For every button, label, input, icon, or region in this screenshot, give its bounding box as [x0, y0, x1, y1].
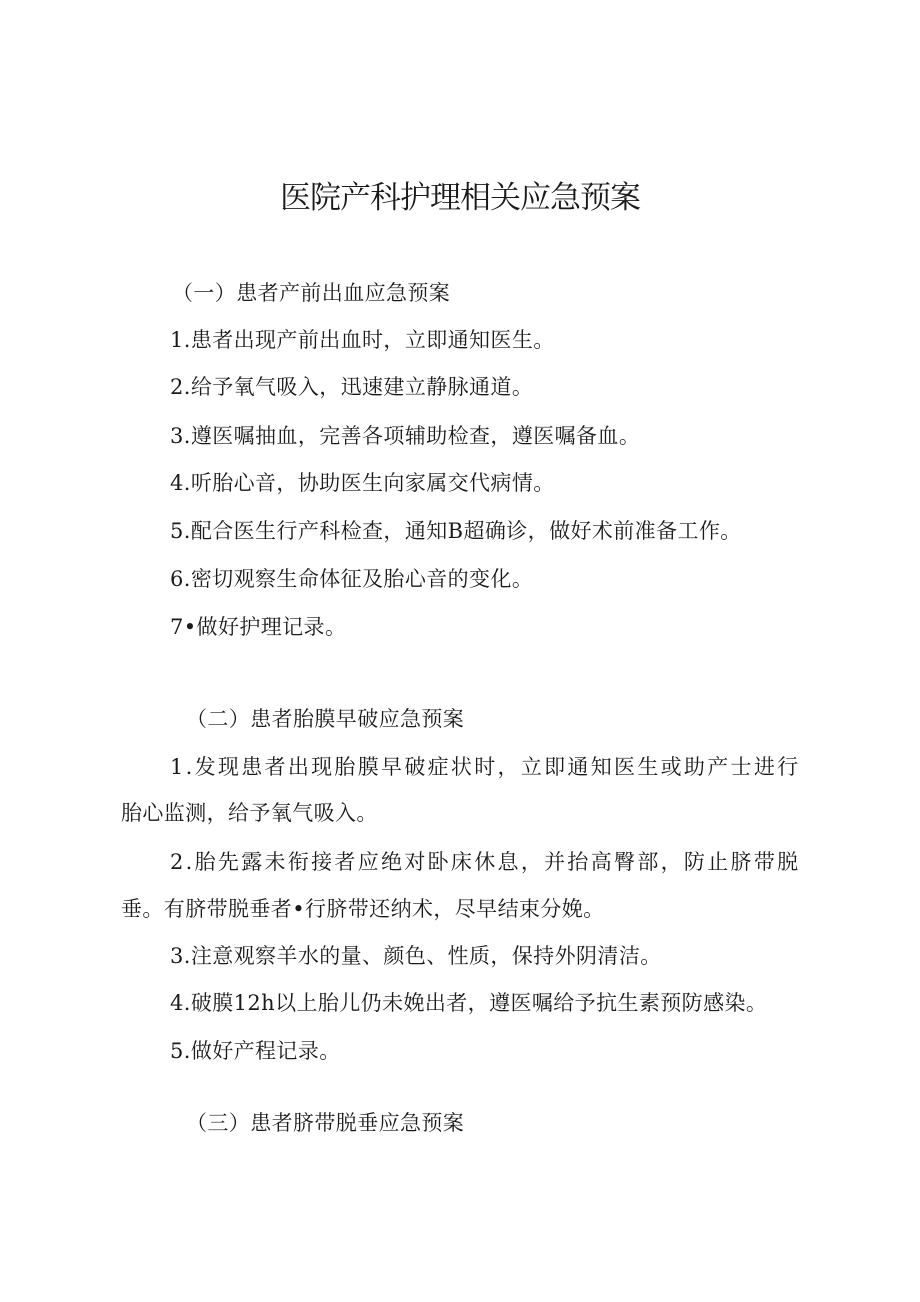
section-2-item-5: 5.做好产程记录。: [170, 1039, 341, 1063]
section-1-item-2: 2.给予氧气吸入，迅速建立静脉通道。: [170, 375, 534, 399]
section-2-item-2-line-2: 垂。有脐带脱垂者•行脐带还纳术，尽早结束分娩。: [121, 897, 605, 921]
section-2-item-3: 3.注意观察羊水的量、颜色、性质，保持外阴清洁。: [170, 944, 662, 968]
section-2-item-1-line-2: 胎心监测，给予氧气吸入。: [121, 801, 378, 825]
section-1-item-7: 7•做好护理记录。: [170, 615, 347, 639]
section-1-item-4: 4.听胎心音，协助医生向家属交代病情。: [170, 471, 555, 495]
page-title: 医院产科护理相关应急预案: [280, 180, 640, 216]
section-1-item-5: 5.配合医生行产科检查，通知B超确诊，做好术前准备工作。: [170, 519, 742, 543]
section-1-item-1: 1.患者出现产前出血时，立即通知医生。: [170, 328, 555, 352]
section-1-item-6: 6.密切观察生命体征及胎心音的变化。: [170, 567, 534, 591]
section-2-heading: （二）患者胎膜早破应急预案: [186, 707, 465, 731]
section-2-item-4: 4.破膜12h以上胎儿仍未娩出者，遵医嘱给予抗生素预防感染。: [170, 991, 768, 1015]
section-2-item-1-line-1: 1.发现患者出现胎膜早破症状时，立即通知医生或助产士进行: [170, 755, 801, 779]
section-2-item-2-line-1: 2.胎先露未衔接者应绝对卧床休息，并抬高臀部，防止脐带脱: [170, 850, 801, 874]
section-1-heading: （一）患者产前出血应急预案: [172, 281, 451, 305]
section-1-item-3: 3.遵医嘱抽血，完善各项辅助检查，遵医嘱备血。: [170, 424, 641, 448]
section-3-heading: （三）患者脐带脱垂应急预案: [186, 1111, 465, 1135]
